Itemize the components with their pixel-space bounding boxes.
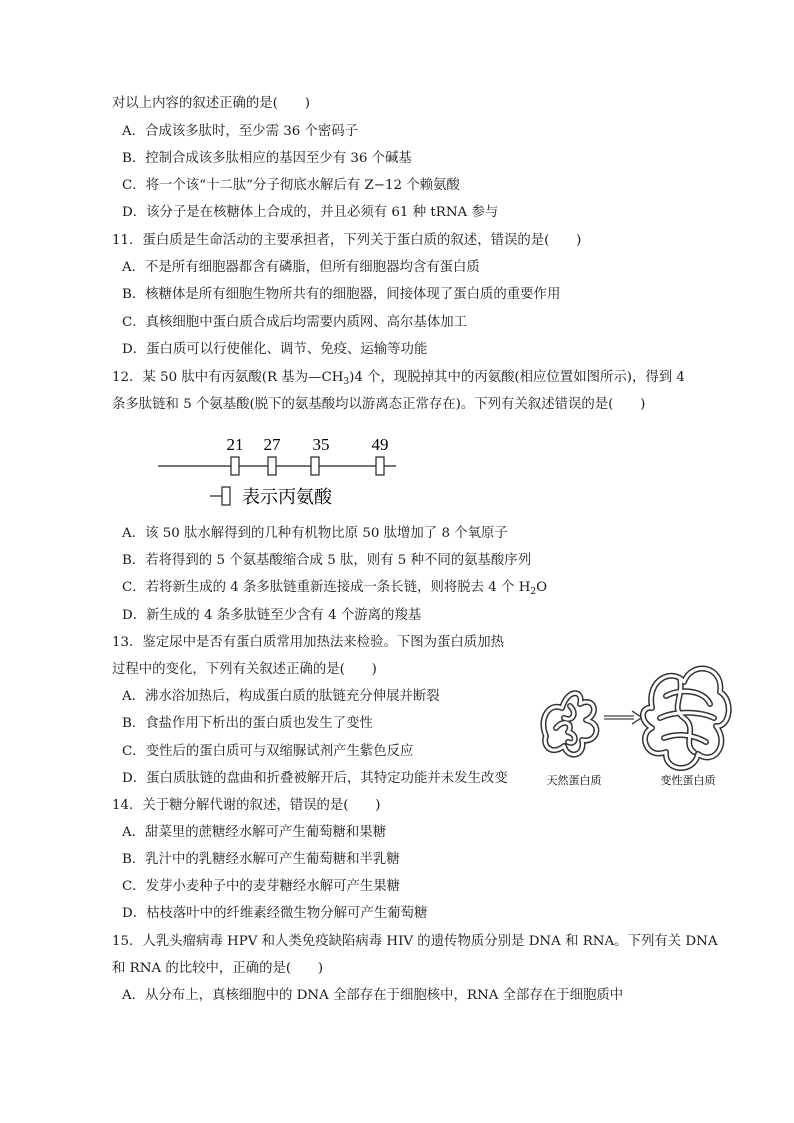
- legend-marker: [222, 487, 230, 505]
- q10-option-a: A．合成该多肽时，至少需 36 个密码子: [122, 124, 359, 139]
- q13-option-d: D．蛋白质肽链的盘曲和折叠被解开后，其特定功能并未发生改变: [122, 771, 508, 786]
- position-label-27: 27: [263, 435, 281, 454]
- q13-option-a: A．沸水浴加热后，构成蛋白质的肽链充分伸展并断裂: [122, 689, 440, 704]
- q14-option-c: C．发芽小麦种子中的麦芽糖经水解可产生果糖: [122, 879, 401, 894]
- native-protein-icon: [543, 693, 596, 754]
- protein-denaturation-figure: [534, 648, 734, 790]
- denatured-protein-icon: [643, 669, 729, 769]
- q12-option-d: D．新生成的 4 条多肽链至少含有 4 个游离的羧基: [122, 608, 422, 623]
- alanine-position-figure: [140, 428, 410, 516]
- q15-option-a: A．从分布上，真核细胞中的 DNA 全部存在于细胞核中，RNA 全部存在于细胞质中: [122, 988, 624, 1003]
- q11-option-b: B．核糖体是所有细胞生物所共有的细胞器，间接体现了蛋白质的重要作用: [122, 287, 561, 302]
- position-label-35: 35: [312, 435, 330, 454]
- q11-option-d: D．蛋白质可以行使催化、调节、免疫、运输等功能: [122, 342, 428, 357]
- q12-option-a: A．该 50 肽水解得到的几种有机物比原 50 肽增加了 8 个氧原子: [122, 526, 508, 541]
- q11-stem: 11．蛋白质是生命活动的主要承担者，下列关于蛋白质的叙述，错误的是( ): [112, 233, 582, 248]
- alanine-marker-27: [268, 457, 276, 475]
- q10-option-c: C．将一个该“十二肽”分子彻底水解后有 Z−12 个赖氨酸: [122, 178, 460, 193]
- q10-option-d: D．该分子是在核糖体上合成的，并且必须有 61 种 tRNA 参与: [122, 205, 499, 220]
- q11-option-c: C．真核细胞中蛋白质合成后均需要内质网、高尔基体加工: [122, 315, 468, 330]
- q14-option-a: A．甜菜里的蔗糖经水解可产生葡萄糖和果糖: [122, 825, 387, 840]
- denatured-protein-label: 变性蛋白质: [660, 774, 716, 787]
- q14-option-d: D．枯枝落叶中的纤维素经微生物分解可产生葡萄糖: [122, 906, 428, 921]
- q15-stem-line1: 15．人乳头瘤病毒 HPV 和人类免疫缺陷病毒 HIV 的遗传物质分别是 DNA 和 RNA。下列有关 DNA: [112, 934, 718, 949]
- alanine-marker-21: [231, 457, 239, 475]
- alanine-marker-35: [311, 457, 319, 475]
- q10-stem: 对以上内容的叙述正确的是( ): [112, 96, 310, 111]
- legend-label: 表示丙氨酸: [242, 487, 332, 508]
- position-label-49: 49: [371, 435, 389, 454]
- q13-option-b: B．食盐作用下析出的蛋白质也发生了变性: [122, 716, 373, 731]
- native-protein-label: 天然蛋白质: [546, 774, 602, 787]
- q13-stem-line2: 过程中的变化，下列有关叙述正确的是( ): [112, 662, 377, 677]
- q14-stem: 14．关于糖分解代谢的叙述，错误的是( ): [112, 798, 381, 813]
- q15-stem-line2: 和 RNA 的比较中，正确的是( ): [112, 961, 324, 976]
- q13-option-c: C．变性后的蛋白质可与双缩脲试剂产生紫色反应: [122, 744, 414, 759]
- q12-option-b: B．若将得到的 5 个氨基酸缩合成 5 肽，则有 5 种不同的氨基酸序列: [122, 553, 532, 568]
- q12-option-c: C．若将新生成的 4 条多肽链重新连接成一条长链，则将脱去 4 个 $H_2O$: [122, 580, 548, 597]
- alanine-marker-49: [376, 457, 384, 475]
- right-arrow-icon: [604, 711, 642, 724]
- q10-option-b: B．控制合成该多肽相应的基因至少有 36 个碱基: [122, 151, 412, 166]
- q13-stem-line1: 13．鉴定尿中是否有蛋白质常用加热法来检验。下图为蛋白质加热: [112, 635, 504, 650]
- q12-stem-line1: 12．某 50 肽中有丙氨酸(R 基为$—CH_3)4$ 个，现脱掉其中的丙氨酸(相应位置如图所示)，得到 4: [112, 370, 685, 387]
- q12-stem-line2: 条多肽链和 5 个氨基酸(脱下的氨基酸均以游离态正常存在)。下列有关叙述错误的是( ): [112, 397, 646, 412]
- q11-option-a: A．不是所有细胞器都含有磷脂，但所有细胞器均含有蛋白质: [122, 260, 480, 275]
- position-label-21: 21: [226, 435, 244, 454]
- q14-option-b: B．乳汁中的乳糖经水解可产生葡萄糖和半乳糖: [122, 852, 400, 867]
